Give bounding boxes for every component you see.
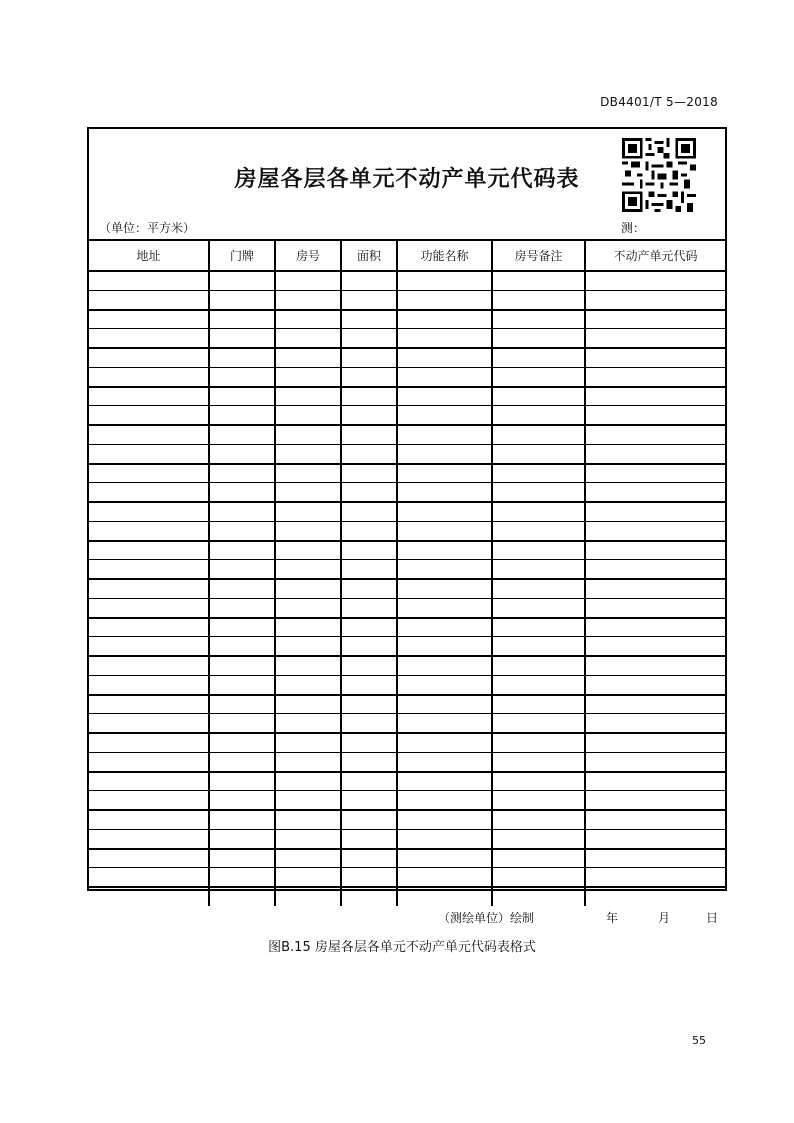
table-cell [341,733,397,752]
table-cell [209,502,275,521]
table-cell [209,425,275,444]
table-cell [397,714,492,733]
table-cell [89,752,209,771]
table-cell [397,502,492,521]
table-cell [585,868,725,887]
table-cell [209,367,275,386]
table-cell [275,310,341,329]
form-header [89,129,725,241]
table-cell [341,387,397,406]
column-header-room-number: 房号 [275,241,341,271]
table-cell [397,310,492,329]
figure-caption: 图B.15 房屋各层各单元不动产单元代码表格式 [268,940,536,955]
table-cell [492,329,585,348]
table-cell [397,868,492,887]
table-cell [209,521,275,540]
table-cell [397,752,492,771]
table-row [89,406,725,425]
table-cell [492,425,585,444]
table-cell [209,772,275,791]
table-cell [209,598,275,617]
table-cell [341,444,397,463]
table-cell [492,444,585,463]
table-cell [89,329,209,348]
table-cell [209,637,275,656]
table-cell [492,791,585,810]
table-cell [585,464,725,483]
table-row [89,483,725,502]
table-cell [341,464,397,483]
table-cell [89,271,209,290]
table-row [89,387,725,406]
table-cell [275,791,341,810]
table-cell [341,752,397,771]
table-cell [585,406,725,425]
table-cell [275,329,341,348]
table-cell [89,464,209,483]
table-row [89,444,725,463]
table-row [89,310,725,329]
table-cell [492,290,585,309]
table-cell [397,521,492,540]
table-cell [397,329,492,348]
table-cell [209,348,275,367]
table-cell [397,483,492,502]
table-cell [492,868,585,887]
table-cell [275,406,341,425]
table-cell [341,675,397,694]
table-cell [341,521,397,540]
table-cell [89,444,209,463]
drawn-by-label: （测绘单位）绘制 [438,911,535,925]
table-cell [89,675,209,694]
table-cell [492,521,585,540]
table-cell [275,810,341,829]
table-cell [275,560,341,579]
table-cell [585,618,725,637]
table-row [89,695,725,714]
table-cell [89,310,209,329]
table-cell [275,733,341,752]
table-cell [341,367,397,386]
table-cell [89,560,209,579]
table-cell [89,868,209,887]
table-row [89,829,725,848]
table-cell [209,656,275,675]
table-row [89,502,725,521]
table-cell [585,310,725,329]
table-cell [89,810,209,829]
column-header-door-plate: 门牌 [209,241,275,271]
table-cell [341,483,397,502]
table-cell [341,887,397,906]
page-number: 55 [692,1034,706,1047]
table-cell [585,772,725,791]
table-cell [341,560,397,579]
table-cell [585,541,725,560]
table-cell [585,502,725,521]
table-cell [209,752,275,771]
table-cell [341,791,397,810]
table-cell [341,849,397,868]
table-cell [585,598,725,617]
table-cell [275,271,341,290]
table-cell [585,695,725,714]
column-header-room-remark: 房号备注 [492,241,585,271]
table-cell [397,733,492,752]
table-cell [341,695,397,714]
table-body [89,271,725,906]
table-row [89,560,725,579]
table-cell [275,444,341,463]
table-cell [585,887,725,906]
table-cell [89,656,209,675]
table-cell [585,752,725,771]
table-cell [89,695,209,714]
table-cell [209,887,275,906]
table-cell [585,329,725,348]
form-title: 房屋各层各单元不动产单元代码表 [234,166,580,192]
table-row [89,579,725,598]
table-cell [275,521,341,540]
table-row [89,849,725,868]
table-cell [209,387,275,406]
table-cell [492,541,585,560]
table-cell [341,810,397,829]
table-cell [397,772,492,791]
table-cell [209,560,275,579]
table-cell [341,290,397,309]
form-frame [87,127,727,891]
table-cell [209,541,275,560]
table-cell [209,810,275,829]
table-cell [275,887,341,906]
table-cell [397,656,492,675]
table-cell [275,656,341,675]
table-cell [492,271,585,290]
unit-label: （单位：平方米） [99,221,196,235]
column-header-area: 面积 [341,241,397,271]
table-cell [397,348,492,367]
table-cell [585,521,725,540]
table-row [89,618,725,637]
table-cell [209,791,275,810]
table-cell [397,598,492,617]
table-cell [397,367,492,386]
table-cell [89,541,209,560]
table-cell [89,425,209,444]
table-cell [275,579,341,598]
table-cell [341,579,397,598]
table-cell [275,598,341,617]
table-cell [585,348,725,367]
table-cell [492,829,585,848]
table-row [89,598,725,617]
table-cell [341,772,397,791]
code-table [89,241,725,906]
table-row [89,656,725,675]
table-cell [209,618,275,637]
table-row [89,752,725,771]
table-cell [585,367,725,386]
table-cell [341,656,397,675]
table-cell [585,829,725,848]
table-cell [585,810,725,829]
table-row [89,271,725,290]
table-cell [585,849,725,868]
table-cell [89,290,209,309]
table-cell [209,329,275,348]
table-cell [89,849,209,868]
table-cell [275,829,341,848]
table-cell [492,714,585,733]
table-cell [341,618,397,637]
table-cell [89,502,209,521]
table-row [89,290,725,309]
table-row [89,367,725,386]
table-cell [585,387,725,406]
column-header-unit-code: 不动产单元代码 [585,241,725,271]
table-cell [275,483,341,502]
table-cell [585,791,725,810]
table-row [89,733,725,752]
table-cell [397,387,492,406]
table-cell [397,695,492,714]
table-cell [492,483,585,502]
table-cell [341,541,397,560]
table-cell [89,887,209,906]
table-cell [492,637,585,656]
table-cell [397,271,492,290]
table-cell [585,483,725,502]
table-cell [492,675,585,694]
table-cell [89,483,209,502]
table-cell [89,637,209,656]
table-cell [397,425,492,444]
table-cell [585,656,725,675]
table-cell [209,868,275,887]
column-header-function-name: 功能名称 [397,241,492,271]
table-cell [89,791,209,810]
table-cell [275,752,341,771]
table-cell [275,675,341,694]
year-label: 年 [606,911,619,925]
table-cell [397,464,492,483]
table-cell [585,444,725,463]
table-cell [209,675,275,694]
table-cell [585,425,725,444]
table-cell [397,791,492,810]
table-row [89,887,725,906]
table-cell [209,310,275,329]
table-cell [89,367,209,386]
table-cell [275,425,341,444]
table-row [89,772,725,791]
table-cell [89,387,209,406]
table-cell [341,348,397,367]
table-cell [209,464,275,483]
table-cell [397,560,492,579]
month-label: 月 [658,911,671,925]
table-row [89,637,725,656]
table-cell [89,348,209,367]
table-row [89,868,725,887]
qr-code-icon [622,138,696,212]
table-cell [341,271,397,290]
table-cell [397,579,492,598]
table-cell [89,733,209,752]
table-cell [341,714,397,733]
table-cell [341,329,397,348]
table-cell [492,560,585,579]
table-cell [341,868,397,887]
table-cell [275,290,341,309]
table-cell [89,406,209,425]
table-row [89,791,725,810]
table-cell [275,502,341,521]
table-cell [209,290,275,309]
table-row [89,714,725,733]
table-cell [492,618,585,637]
table-cell [492,810,585,829]
table-row [89,329,725,348]
column-header-address: 地址 [89,241,209,271]
table-row [89,521,725,540]
table-cell [275,868,341,887]
table-cell [397,810,492,829]
table-cell [275,387,341,406]
surveyor-label: 测： [621,221,646,235]
table-cell [397,637,492,656]
table-cell [275,695,341,714]
table-cell [341,502,397,521]
table-cell [275,772,341,791]
table-cell [275,714,341,733]
table-cell [209,849,275,868]
table-cell [209,579,275,598]
standard-code: DB4401/T 5—2018 [600,95,718,109]
table-cell [397,290,492,309]
table-cell [492,348,585,367]
table-cell [275,541,341,560]
table-cell [492,695,585,714]
table-row [89,541,725,560]
table-cell [585,733,725,752]
table-cell [209,444,275,463]
table-cell [492,772,585,791]
table-cell [492,367,585,386]
table-cell [492,656,585,675]
table-cell [341,637,397,656]
table-cell [492,502,585,521]
table-cell [341,829,397,848]
table-cell [209,483,275,502]
table-cell [492,887,585,906]
table-cell [209,829,275,848]
table-cell [341,406,397,425]
table-cell [275,464,341,483]
table-cell [209,271,275,290]
table-cell [341,310,397,329]
table-cell [89,618,209,637]
table-row [89,425,725,444]
table-header-row [89,241,725,271]
table-cell [585,290,725,309]
table-cell [397,444,492,463]
table-cell [397,887,492,906]
table-cell [275,849,341,868]
table-cell [397,849,492,868]
table-row [89,810,725,829]
table-cell [89,714,209,733]
table-cell [397,618,492,637]
table-cell [397,406,492,425]
table-cell [397,829,492,848]
table-cell [89,829,209,848]
table-cell [585,714,725,733]
table-cell [209,714,275,733]
table-cell [585,271,725,290]
table-cell [341,598,397,617]
table-cell [209,406,275,425]
table-cell [89,521,209,540]
table-cell [585,560,725,579]
table-cell [341,425,397,444]
table-cell [275,618,341,637]
table-cell [89,598,209,617]
day-label: 日 [706,911,719,925]
table-cell [397,675,492,694]
table-cell [492,310,585,329]
table-cell [492,849,585,868]
table-cell [492,598,585,617]
table-cell [492,464,585,483]
table-cell [492,387,585,406]
table-cell [89,579,209,598]
table-row [89,464,725,483]
table-cell [275,348,341,367]
table-cell [89,772,209,791]
table-cell [275,637,341,656]
table-cell [585,637,725,656]
table-cell [492,579,585,598]
table-cell [585,675,725,694]
table-cell [397,541,492,560]
table-cell [492,733,585,752]
table-cell [492,406,585,425]
table-cell [209,733,275,752]
table-cell [492,752,585,771]
table-row [89,348,725,367]
table-row [89,675,725,694]
table-cell [275,367,341,386]
table-cell [209,695,275,714]
table-cell [585,579,725,598]
